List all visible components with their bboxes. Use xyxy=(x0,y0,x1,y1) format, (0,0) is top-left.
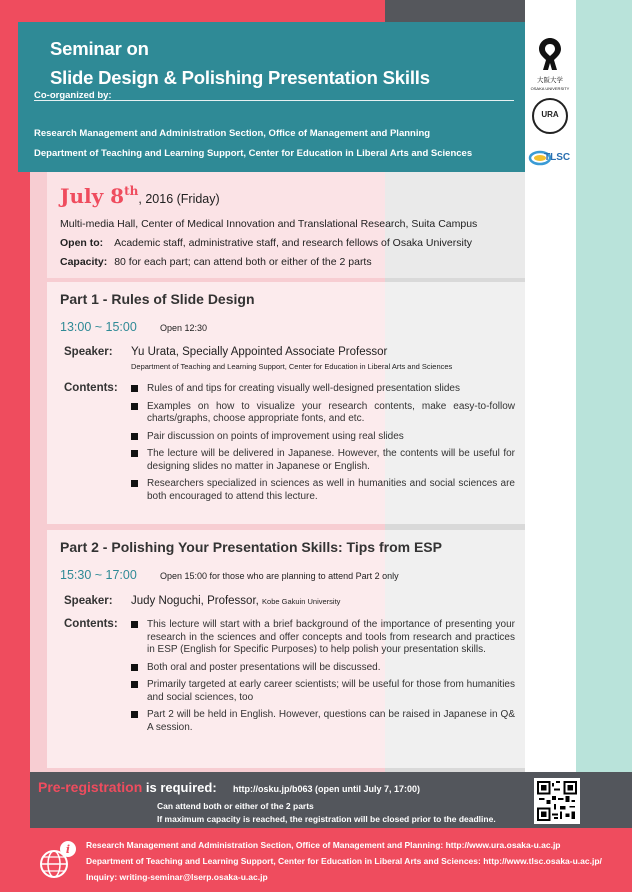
coorganized-label: Co-organized by: xyxy=(34,90,112,101)
ura-logo: URA xyxy=(532,98,568,134)
list-item: This lecture will start with a brief background of the importance of presenting your research in the sciences and offer concepts and tools from research and practices in ESP (English for Specific Purposes) to help polish your presentation skills. xyxy=(131,619,515,657)
registration-link[interactable]: http://osku.jp/b063 (open until July 7, 17:00) xyxy=(233,784,421,794)
osaka-logo-subtext: OSAKA UNIVERSITY xyxy=(530,86,570,91)
part1-contents-list xyxy=(131,383,515,503)
tlsc-logo-text: TLSC xyxy=(544,152,571,163)
bullet-square-icon xyxy=(131,681,138,688)
capacity-row xyxy=(60,256,372,268)
part2-time: 15:30 ~ 17:00 xyxy=(60,568,137,582)
top-red-band xyxy=(0,0,385,22)
part2-contents-label: Contents: xyxy=(64,618,118,630)
coorganizer-1: Research Management and Administration Section, Office of Management and Planning xyxy=(34,128,431,139)
osaka-university-logo xyxy=(530,36,570,96)
list-item: Pair discussion on points of improvement using real slides xyxy=(131,431,515,444)
part1-title: Part 1 - Rules of Slide Design xyxy=(60,291,255,307)
tlsc-logo xyxy=(528,148,572,168)
list-item: Rules of and tips for creating visually well-designed presentation slides xyxy=(131,383,515,396)
bullet-square-icon xyxy=(131,403,138,410)
bullet-square-icon xyxy=(131,385,138,392)
part1-speaker-name: Yu Urata, Specially Appointed Associate Professor xyxy=(131,346,388,358)
seminar-title xyxy=(34,34,509,92)
open-to-value: Academic staff, administrative staff, and research fellows of Osaka University xyxy=(114,237,473,249)
title-line-2: Slide Design & Polishing Presentation Skills xyxy=(50,67,430,88)
bullet-square-icon xyxy=(131,450,138,457)
preregistration-note-2: If maximum capacity is reached, the registration will be closed prior to the deadline. xyxy=(157,814,496,824)
footer-inquiry-email[interactable]: Inquiry: writing-seminar@lserp.osaka-u.ac.jp xyxy=(86,872,268,882)
bullet-square-icon xyxy=(131,711,138,718)
list-item: The lecture will be delivered in Japanese. However, the contents will be useful for designing slides no matter in Japanese or English. xyxy=(131,448,515,473)
part1-contents-label: Contents: xyxy=(64,382,118,394)
list-item: Researchers specialized in sciences as well in humanities and social sciences are both encouraged to attend this lecture. xyxy=(131,478,515,503)
part2-title: Part 2 - Polishing Your Presentation Skills: Tips from ESP xyxy=(60,539,442,555)
date-suffix: th xyxy=(124,184,139,198)
top-gray-band xyxy=(385,0,525,22)
bullet-square-icon xyxy=(131,433,138,440)
part2-speaker-affiliation: Kobe Gakuin University xyxy=(262,597,341,606)
preregistration-heading xyxy=(38,779,217,795)
globe-info-icon xyxy=(36,838,80,882)
venue: Multi-media Hall, Center of Medical Innovation and Translational Research, Suita Campus xyxy=(60,218,478,230)
footer-ura-contact[interactable]: Research Management and Administration Section, Office of Management and Planning: http://www.ura.osaka-u.ac.jp xyxy=(86,840,561,850)
part1-time: 13:00 ~ 15:00 xyxy=(60,320,137,334)
qr-code-icon xyxy=(537,781,577,821)
background-mint-stripe xyxy=(576,0,632,892)
osaka-emblem-icon xyxy=(535,36,565,72)
preregistration-note-1: Can attend both or either of the 2 parts xyxy=(157,801,314,811)
bullet-square-icon xyxy=(131,664,138,671)
preregistration-rest-text: is required: xyxy=(142,780,217,795)
date-year-day: , 2016 (Friday) xyxy=(138,192,220,206)
bullet-square-icon xyxy=(131,621,138,628)
capacity-label: Capacity: xyxy=(60,256,108,268)
bullet-square-icon xyxy=(131,480,138,487)
part2-speaker-label: Speaker: xyxy=(64,595,113,607)
title-line-1: Seminar on xyxy=(50,38,149,59)
part1-speaker-affiliation: Department of Teaching and Learning Support, Center for Education in Liberal Arts and Sciences xyxy=(131,362,453,371)
list-item: Both oral and poster presentations will be discussed. xyxy=(131,662,515,675)
part2-open-time: Open 15:00 for those who are planning to attend Part 2 only xyxy=(160,571,399,581)
part2-speaker-name: Judy Noguchi, Professor, xyxy=(131,595,259,607)
list-item: Part 2 will be held in English. However, questions can be raised in Japanese in Q& A session. xyxy=(131,709,515,734)
osaka-logo-text: 大阪大学 xyxy=(537,77,563,84)
list-item: Examples on how to visualize your research contents, make easy-to-follow charts/graphs, choose appropriate fonts, and etc. xyxy=(131,401,515,426)
open-to-label: Open to: xyxy=(60,237,104,249)
footer-contact xyxy=(30,828,632,892)
part2-contents-list xyxy=(131,619,515,734)
list-item: Primarily targeted at early career scientists; will be useful for those from humanities and social sciences, too xyxy=(131,679,515,704)
preregistration-red-text: Pre-registration xyxy=(38,779,143,795)
preregistration-banner xyxy=(30,772,632,828)
coorganizer-2: Department of Teaching and Learning Support, Center for Education in Liberal Arts and Sciences xyxy=(34,148,473,159)
event-date xyxy=(60,184,220,208)
svg-text:i: i xyxy=(65,843,71,856)
qr-code[interactable] xyxy=(534,778,580,824)
capacity-value: 80 for each part; can attend both or either of the 2 parts xyxy=(114,256,372,268)
part1-open-time: Open 12:30 xyxy=(160,323,208,333)
open-to-row xyxy=(60,237,472,249)
part2-speaker-row xyxy=(131,595,340,607)
date-main: July 8 xyxy=(60,184,125,208)
part1-speaker-label: Speaker: xyxy=(64,346,113,358)
footer-tlsc-contact[interactable]: Department of Teaching and Learning Support, Center for Education in Liberal Arts and Sciences: http://www.tlsc.osaka-u.ac.jp/ xyxy=(86,856,602,866)
